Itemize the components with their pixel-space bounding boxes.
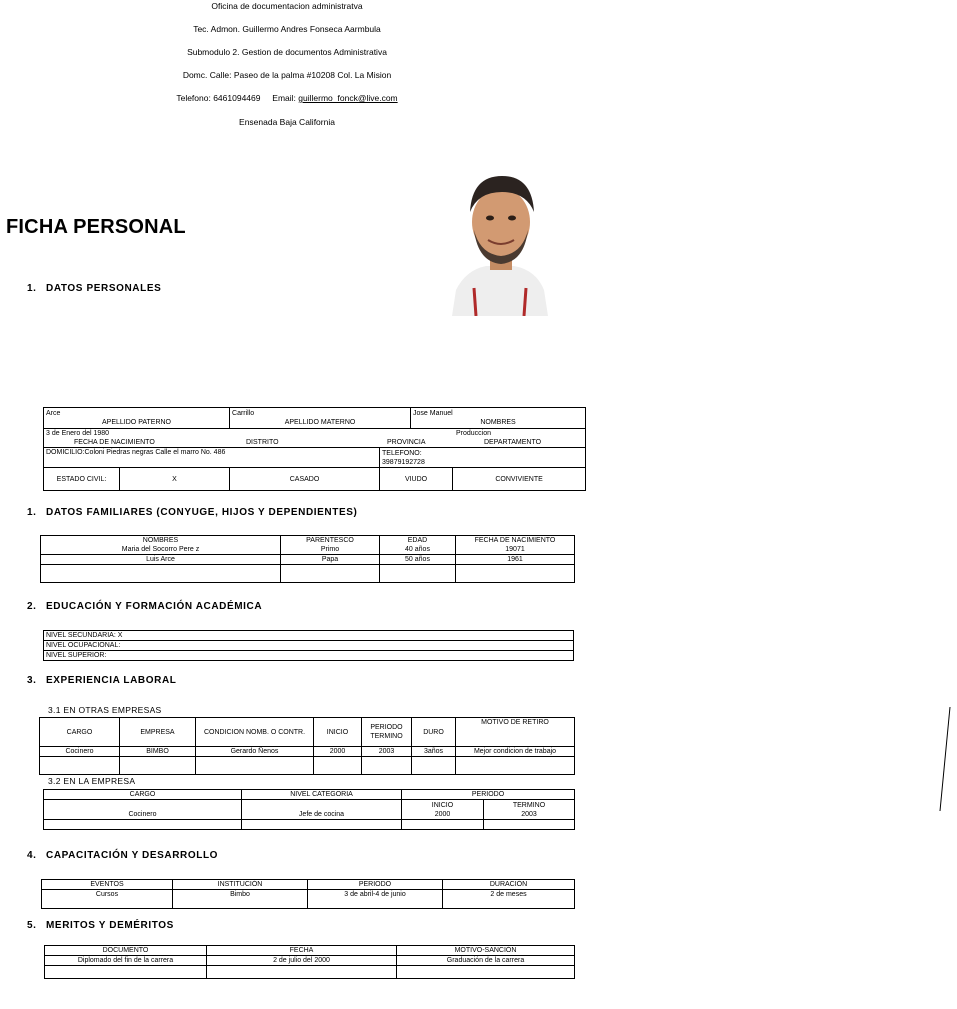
- exp-condicion-header: CONDICION NOMB. O CONTR.: [196, 718, 314, 747]
- table-row: Luis Arce Papa 50 años 1961: [41, 555, 575, 565]
- materno-cell: Carrillo APELLIDO MATERNO: [230, 408, 411, 429]
- train-eventos-header: EVENTOS: [42, 880, 173, 890]
- nivel-superior: NIVEL SUPERIOR:: [44, 651, 574, 661]
- experience-company-table: [43, 789, 575, 830]
- family-table: [40, 535, 575, 583]
- merit-fecha-header: FECHA: [207, 946, 397, 956]
- table-row: [41, 565, 575, 583]
- subsection-en-la-empresa: 3.2 EN LA EMPRESA: [48, 776, 136, 786]
- train-institucion-header: INSTITUCIÓN: [173, 880, 308, 890]
- section-capacitacion: 4. CAPACITACIÓN Y DESARROLLO: [27, 850, 219, 861]
- header-address: Domc. Calle: Paseo de la palma #10208 Col. La Mision: [182, 70, 392, 80]
- section-datos-personales: 1. DATOS PERSONALES: [27, 283, 162, 294]
- header-email-label: Email:: [272, 93, 296, 103]
- section-experiencia: 3. EXPERIENCIA LABORAL: [27, 675, 177, 686]
- table-row: Cocinero BIMBO Gerardo Ñenos 2000 2003 3años Mejor condicion de trabajo: [40, 747, 575, 757]
- education-table: [43, 630, 574, 661]
- table-row: Cursos Bimbo 3 de abril-4 de junio 2 de meses: [42, 890, 575, 909]
- paterno-cell: Arce APELLIDO PATERNO: [44, 408, 230, 429]
- domicilio-cell: DOMICILIO:Coloni Piedras negras Calle el marro No. 486: [44, 448, 380, 468]
- exp-inicio-header: INICIO: [314, 718, 362, 747]
- emp-periodo-header: PERIODO: [402, 790, 575, 800]
- estado-viudo: VIUDO: [380, 468, 453, 491]
- table-row: Cocinero Jefe de cocina INICIO 2000 TERMINO 2003: [44, 800, 575, 820]
- exp-motivo-header: MOTIVO DE RETIRO: [456, 718, 575, 747]
- merit-documento-header: DOCUMENTO: [45, 946, 207, 956]
- merits-table: [44, 945, 575, 979]
- header-email-link[interactable]: guillermo_fonck@live.com: [298, 93, 398, 103]
- nivel-secundaria: NIVEL SECUNDARIA: X: [44, 631, 574, 641]
- table-row: [40, 757, 575, 775]
- estado-conviviente: CONVIVIENTE: [453, 468, 586, 491]
- nivel-ocupacional: NIVEL OCUPACIONAL:: [44, 641, 574, 651]
- family-edad-header: EDAD 40 años: [380, 536, 456, 555]
- training-table: [41, 879, 575, 909]
- exp-empresa-header: EMPRESA: [120, 718, 196, 747]
- exp-cargo-header: CARGO: [40, 718, 120, 747]
- page-title: FICHA PERSONAL: [6, 216, 186, 238]
- experience-other-table: [39, 717, 575, 775]
- header-contact: [0, 93, 574, 103]
- merit-motivo-header: MOTIVO-SANCIÓN: [397, 946, 575, 956]
- header-office: Oficina de documentacion administratva: [211, 1, 363, 11]
- estado-casado: CASADO: [230, 468, 380, 491]
- exp-duro-header: DURO: [412, 718, 456, 747]
- family-nombres-header: NOMBRES Maria del Socorro Pere z: [41, 536, 281, 555]
- estado-civil-label: ESTADO CIVIL:: [44, 468, 120, 491]
- telefono-cell: TELEFONO: 39879192728: [380, 448, 586, 468]
- birth-row: 3 de Enero del 1980 Produccion FECHA DE NACIMIENTO DISTRITO PROVINCIA DEPARTAMENTO: [44, 429, 586, 448]
- header-phone: Telefono: 6461094469: [176, 93, 261, 103]
- header-author: Tec. Admon. Guillermo Andres Fonseca Aarmbula: [193, 24, 381, 34]
- table-row: [44, 820, 575, 830]
- header-city: Ensenada Baja California: [239, 117, 335, 127]
- section-educacion: 2. EDUCACIÓN Y FORMACIÓN ACADÉMICA: [27, 601, 263, 612]
- emp-cargo-header: CARGO: [44, 790, 242, 800]
- table-row: [45, 966, 575, 979]
- estado-soltero-mark: X: [120, 468, 230, 491]
- emp-nivel-header: NIVEL CATEGORIA: [242, 790, 402, 800]
- subsection-otras-empresas: 3.1 EN OTRAS EMPRESAS: [48, 705, 162, 715]
- train-duracion-header: DURACIÓN: [443, 880, 575, 890]
- header-submodule: Submodulo 2. Gestion de documentos Administrativa: [187, 47, 387, 57]
- nombres-cell: Jose Manuel NOMBRES: [411, 408, 586, 429]
- table-row: Diplomado del fin de la carrera 2 de julio del 2000 Graduación de la carrera: [45, 956, 575, 966]
- train-periodo-header: PERIODO: [308, 880, 443, 890]
- family-parentesco-header: PARENTESCO Primo: [281, 536, 380, 555]
- family-fecha-header: FECHA DE NACIMIENTO 19071: [456, 536, 575, 555]
- profile-photo: [452, 170, 548, 316]
- section-meritos: 5. MERITOS Y DEMÉRITOS: [27, 920, 174, 931]
- stray-line: [930, 705, 952, 815]
- section-datos-familiares: 1. DATOS FAMILIARES (CONYUGE, HIJOS Y DEPENDIENTES): [27, 507, 358, 518]
- personal-data-table: [43, 407, 586, 491]
- exp-periodo-header: PERIODO TERMINO: [362, 718, 412, 747]
